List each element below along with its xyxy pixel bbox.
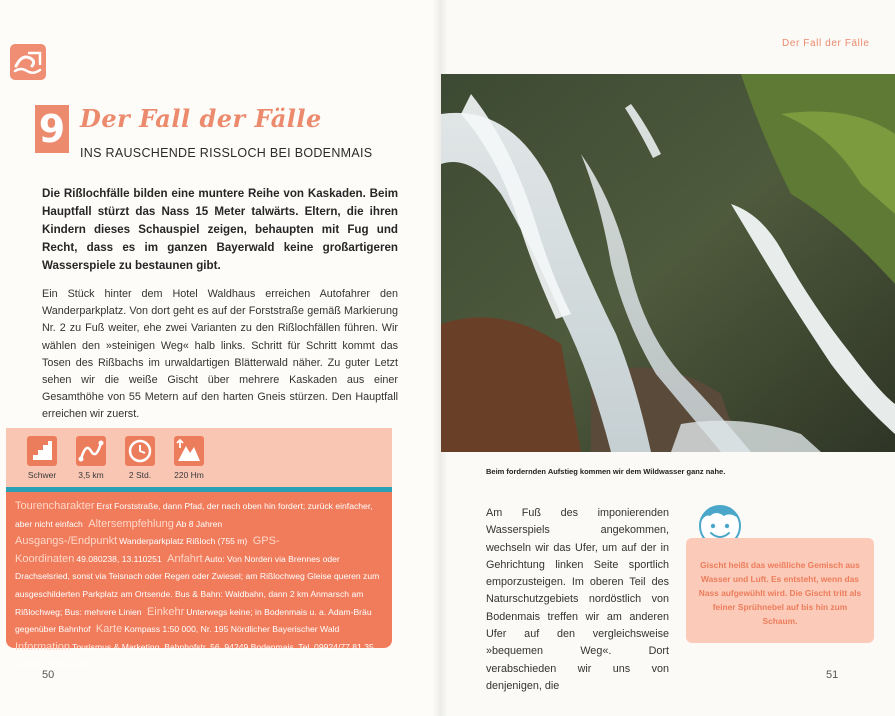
tour-stats-bar xyxy=(6,428,392,487)
stat-distance xyxy=(67,436,115,487)
stat-difficulty-label: Schwer xyxy=(27,470,57,480)
detail-key: Tourencharakter xyxy=(15,500,95,512)
left-page xyxy=(0,0,440,716)
route-distance-icon xyxy=(76,436,106,466)
lead-paragraph: Die Rißlochfälle bilden eine muntere Reihe von Kaskaden. Beim Hauptfall stürzt das Nass 15 Meter talwärts. Eltern, die ihren Kindern dieses Schauspiel zeigen, behaupten mit Fug und Recht, dass es im ganzen Bayerwald keine großartigeren Wasserspiele zu bestaunen gibt. xyxy=(42,187,398,272)
stat-distance-label: 3,5 km xyxy=(78,470,104,480)
tour-info-box xyxy=(6,428,392,670)
running-head: Der Fall der Fälle xyxy=(782,38,870,49)
stat-elevation xyxy=(165,436,213,487)
detail-value: Unterwegs keine; in Bodenmais u. a. Adam-Bräu gegenüber Bahnhof xyxy=(15,606,372,635)
tip-box: Gischt heißt das weißliche Gemisch aus Wasser und Luft. Es entsteht, wenn das Nass aufgewühlt wird. Die Gischt tritt als feiner Sprühnebel auf bis hin zum Schaum. xyxy=(686,538,874,643)
difficulty-stairs-icon xyxy=(27,436,57,466)
elevation-mountain-icon xyxy=(174,436,204,466)
tour-details xyxy=(6,492,392,674)
detail-value: Tourismus & Marketing, Bahnhofstr. 56, 94249 Bodenmais, Tel. 09924/77 81 35, www.bodenmais.de xyxy=(15,641,377,670)
detail-key: Anfahrt xyxy=(167,552,203,565)
stat-difficulty xyxy=(18,436,66,487)
clock-icon xyxy=(125,436,155,466)
detail-value: Ab 8 Jahren xyxy=(175,518,223,529)
stat-elevation-label: 220 Hm xyxy=(174,470,204,480)
detail-value: Auto: Von Norden via Brennes oder Drachselsried, sonst via Teisnach oder Regen oder Zwiesel; am Rißlochweg Gleise queren zum ausgeschilderten Parkplatz am Ortsende. Bus & Bahn: Waldbahn, dann 2 km Anmarsch am Rißlochweg; Bus: mehrere Linien xyxy=(15,553,380,617)
detail-key: Information xyxy=(15,640,71,653)
chapter-number: 9 xyxy=(35,105,69,153)
detail-value: Erst Forststraße, dann Pfad, der nach oben hin fordert; zurück einfacher, aber nicht einfach xyxy=(15,501,373,529)
chapter-subtitle: INS RAUSCHENDE RISSLOCH BEI BODENMAIS xyxy=(80,146,373,160)
detail-key: GPS-Koordinaten xyxy=(15,535,280,565)
body-paragraph: Ein Stück hinter dem Hotel Waldhaus erreichen Autofahrer den Wanderparkplatz. Von dort geht es auf der Forststraße gemäß Markierung Nr. 2 zu Fuß weiter, ehe zwei Varianten zu den Rißlochfällen führen. Wir wählen den »steinigen Weg« halb links. Schritt für Schritt kommt das Tosen des Rißbachs im urwaldartigen Blätterwald näher. Zu guter Letzt sehen wir die weiße Gischt über mehrere Kaskaden aus einer Gesamthöhe von 55 Metern auf den harten Gneis stürzen. Den Hauptfall erreichen wir zuerst. xyxy=(42,288,398,421)
detail-value: Kompass 1:50 000, Nr. 195 Nördlicher Bayerischer Wald xyxy=(124,624,340,635)
stat-duration-label: 2 Std. xyxy=(128,470,152,480)
detail-key: Ausgangs-/Endpunkt xyxy=(15,535,118,548)
detail-value: Wanderparkplatz Rißloch (755 m) xyxy=(119,536,248,547)
stat-duration xyxy=(116,436,164,487)
detail-key: Altersempfehlung xyxy=(88,517,174,530)
right-body-paragraph: Am Fuß des imponierenden Wasserspiels angekommen, wechseln wir das Ufer, um auf der in Gehrichtung linken Seite sportlich emporzusteigen. Im oberen Teil des Naturschutzgebiets nordöstlich von Bodenmais treffen wir am anderen Ufer auf den vergleichsweise »bequemen Weg«. Dort verabschieden wir uns von denjenigen, die xyxy=(486,507,669,692)
page-number-right: 51 xyxy=(826,669,839,681)
waterfall-photo xyxy=(441,74,895,452)
chapter-title: Der Fall der Fälle xyxy=(80,104,322,133)
photo-caption: Beim fordernden Aufstieg kommen wir dem Wildwasser ganz nahe. xyxy=(486,467,726,476)
page-number-left: 50 xyxy=(42,669,55,681)
detail-value: 49.080238, 13.110251 xyxy=(76,553,162,564)
detail-key: Einkehr xyxy=(146,605,185,618)
wave-logo-icon xyxy=(10,44,46,80)
detail-key: Karte xyxy=(95,623,123,636)
